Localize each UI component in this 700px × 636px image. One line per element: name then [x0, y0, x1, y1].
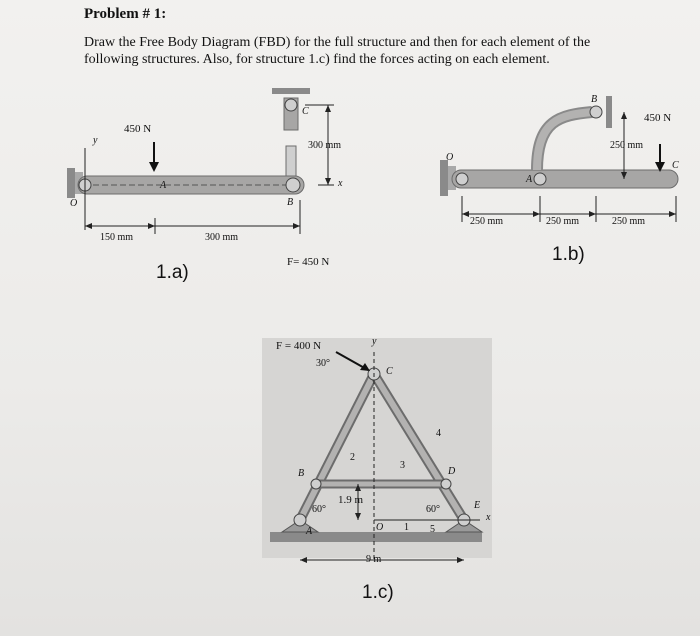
dim-2-1b: 250 mm [546, 216, 580, 227]
point-o-1a: O [70, 198, 78, 209]
span-1c: 9 m [366, 554, 382, 565]
point-a-1b: A [526, 174, 533, 185]
axis-x-1c: x [486, 512, 491, 523]
point-b-1a: B [287, 197, 294, 208]
load-label-1b: 450 N [644, 112, 672, 124]
axis-y-1c: y [372, 336, 377, 347]
angle-left-1c: 60° [312, 504, 326, 515]
height-1c: 1.9 m [338, 494, 364, 506]
dim-vertical-1b: 250 mm [610, 140, 644, 151]
point-c-1c: C [386, 366, 393, 377]
member-4-label: 4 [436, 428, 441, 439]
load-label-1a: 450 N [124, 123, 152, 135]
point-c-1a: C [302, 106, 309, 117]
dim-150-1a: 150 mm [100, 232, 134, 243]
point-a-1c: A [306, 526, 313, 537]
point-a-1a: A [160, 180, 167, 191]
caption-1c: 1.c) [362, 582, 394, 603]
dim-1-1b: 250 mm [470, 216, 504, 227]
point-c-1b: C [672, 160, 679, 171]
ground-1c [270, 532, 482, 542]
force-note-1a: F= 450 N [287, 256, 330, 268]
member-2-label: 2 [350, 452, 355, 463]
angle-force-1c: 30° [316, 358, 330, 369]
point-b-1b: B [591, 94, 598, 105]
axis-y-1a: y [93, 135, 98, 146]
axis-x-1a: x [338, 178, 343, 189]
problem-heading: Problem # 1: [84, 6, 167, 22]
dim-vertical-1a: 300 mm [308, 140, 342, 151]
angle-right-1c: 60° [426, 504, 440, 515]
point-e-1c: E [474, 500, 481, 511]
dim-3-1b: 250 mm [612, 216, 646, 227]
caption-1a: 1.a) [156, 262, 189, 283]
caption-1b: 1.b) [552, 244, 585, 265]
point-o-1b: O [446, 152, 454, 163]
force-label-1c: F = 400 N [276, 340, 322, 352]
member-5-label: 5 [430, 524, 435, 535]
point-d-1c: D [448, 466, 456, 477]
member-3-label: 3 [400, 460, 405, 471]
dim-300-1a: 300 mm [205, 232, 239, 243]
member-1-label: 1 [404, 522, 409, 533]
point-o-1c: O [376, 522, 384, 533]
problem-statement: Draw the Free Body Diagram (FBD) for the full structure and then for each element of the following structures. Also, for structure 1.c) find the forces acting on each element. [84, 35, 591, 67]
point-b-1c: B [298, 468, 305, 479]
